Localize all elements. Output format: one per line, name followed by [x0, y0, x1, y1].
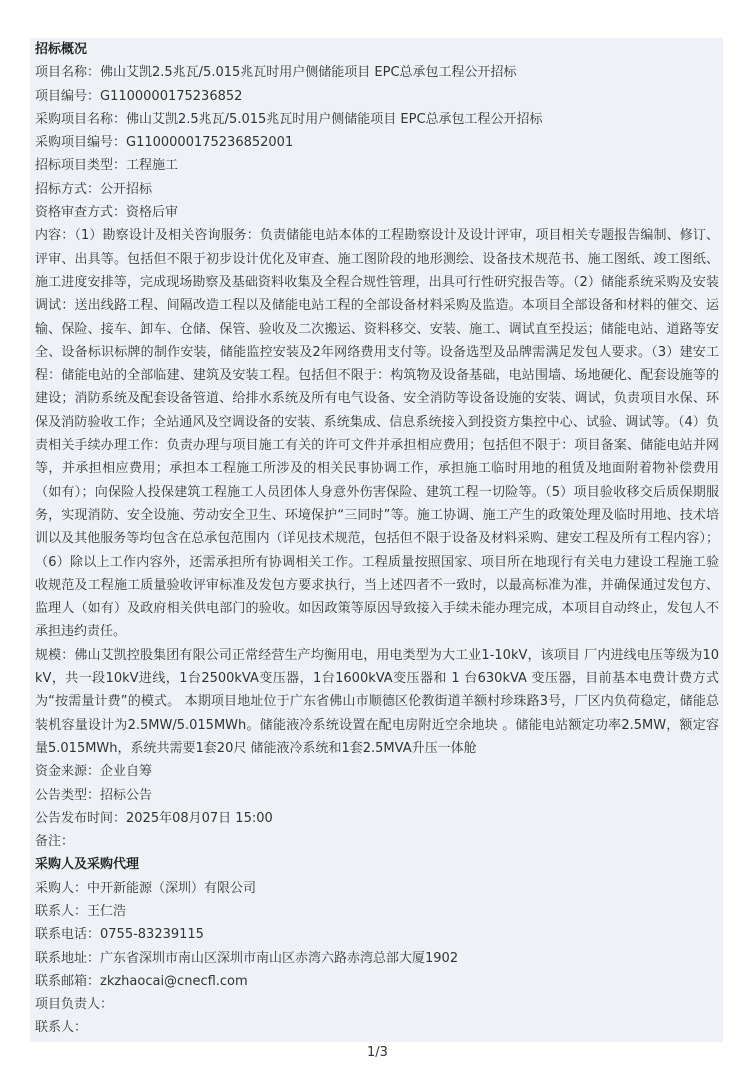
project-lead: 项目负责人： [35, 997, 114, 1013]
project-code: 项目编号：G1100000175236852 [35, 88, 243, 104]
project-name: 项目名称：佛山艾凯2.5兆瓦/5.015兆瓦时用户侧储能项目 EPC总承包工程公开招标 [35, 65, 517, 81]
announcement-panel [30, 38, 723, 1042]
scope-content: 内容：（1）勘察设计及相关咨询服务：负责储能电站本体的工程勘察设计及设计评审，项目相关专题报告编制、修订、评审、出具等。包括但不限于初步设计优化及审查、施工图阶段的地形测绘、设备技术规范书、施工图纸、竣工图纸、施工进度安排等，完成现场勘察及基础资料收集及全程合规性管理，出具可行性研究报告等。（2）储能系统采购及安装调试：送出线路工程、间隔改造工程以及储能电站工程的全部设备材料采购及监造。本项目全部设备和材料的催交、运输、保险、接车、卸车、仓储、保管、验收及二次搬运、资料移交、安装、施工、调试直至投运；储能电站、道路等安全、设备标识标牌的制作安装，储能监控安装及2年网络费用支付等。设备选型及品牌需满足发包人要求。（3）建安工程：储能电站的全部临建、建筑及安装工程。包括但不限于：构筑物及设备基础，电站围墙、场地硬化、配套设施等的建设；消防系统及配套设备管道、给排水系统及所有电气设备、安全消防等设备设施的安装、调试，负责项目水保、环保及消防验收工作；全站通风及空调设备的安装、系统集成、信息系统接入到投资方集控中心、试验、调试等。（4）负责相关手续办理工作：负责办理与项目施工有关的许可文件并承担相应费用；包括但不限于：项目备案、储能电站并网等，并承担相应费用；承担本工程施工所涉及的相关民事协调工作，承担施工临时用地的租赁及地面附着物补偿费用（如有）；向保险人投保建筑工程施工人员团体人身意外伤害保险、建筑工程一切险等。（5）项目验收移交后质保期服务，实现消防、安全设施、劳动安全卫生、环境保护“三同时”等。施工协调、施工产生的政策处理及临时用地、技术培训以及其他服务等均包含在总承包范围内（详见技术规范，包括但不限于设备及材料采购、建安工程及所有工程内容）；（6）除以上工作内容外，还需承担所有协调相关工作。工程质量按照国家、项目所在地现行有关电力建设工程施工验收规范及工程施工质量验收评审标准及发包方要求执行，当上述四者不一致时，以最高标准为准，并确保通过发包方、监理人（如有）及政府相关供电部门的验收。如因政策等原因导致接入手续未能办理完成，本项目自动终止，发包人不承担违约责任。 [35, 228, 719, 640]
contact-phone: 联系电话：0755-83239115 [35, 927, 204, 943]
contact-email: 联系邮箱：zkzhaocai@cnecfl.com [35, 973, 248, 989]
section-heading-purchaser: 采购人及采购代理 [35, 857, 140, 873]
tender-method: 招标方式：公开招标 [35, 181, 153, 197]
contact-address: 联系地址：广东省深圳市南山区深圳市南山区赤湾六路赤湾总部大厦1902 [35, 950, 459, 966]
notice-type: 公告类型：招标公告 [35, 787, 153, 803]
publish-time: 公告发布时间：2025年08月07日 15:00 [35, 810, 273, 826]
contact-person: 联系人：王仁浩 [35, 903, 127, 919]
tender-project-type: 招标项目类型：工程施工 [35, 158, 179, 174]
purchase-project-code: 采购项目编号：G1100000175236852001 [35, 135, 294, 151]
purchase-project-name: 采购项目名称：佛山艾凯2.5兆瓦/5.015兆瓦时用户侧储能项目 EPC总承包工程公开招标 [35, 111, 543, 127]
project-scale: 规模：佛山艾凯控股集团有限公司正常经营生产均衡用电，用电类型为大工业1-10kV，该项目 厂内进线电压等级为10kV，共一段10kV进线，1台2500kVA变压器，1台1600kVA变压器和 1 台630kVA 变压器，目前基本电费计费方式为“按需量计费”的模式。 本期项目地址位于广东省佛山市顺德区伦教街道羊额村珍珠路3号，厂区内负荷稳定，储能总装机容量设计为2.5MW/5.015MWh。储能液冷系统设置在配电房附近空余地块 。储能电站额定功率2.5MW，额定容量5.015MWh，系统共需要1套20尺 储能液冷系统和1套2.5MVA升压一体舱 [35, 647, 719, 756]
purchaser: 采购人：中开新能源（深圳）有限公司 [35, 880, 257, 896]
qualification-review: 资格审查方式：资格后审 [35, 205, 179, 221]
remark: 备注： [35, 834, 75, 850]
section-heading-overview: 招标概况 [35, 42, 88, 57]
funding-source: 资金来源：企业自筹 [35, 764, 153, 780]
contact-person-2: 联系人： [35, 1020, 88, 1036]
page-indicator: 1/3 [367, 1045, 388, 1060]
